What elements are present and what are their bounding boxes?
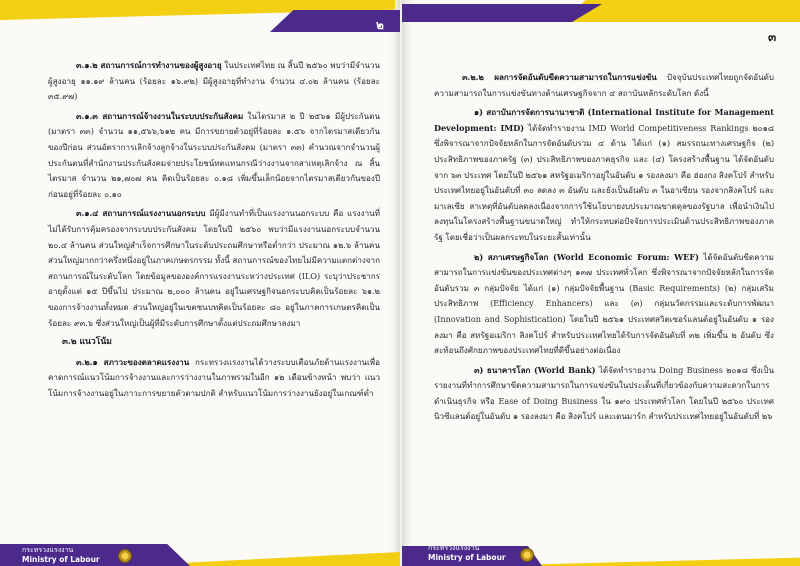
paragraph-imd: [434, 105, 774, 245]
paragraph-text: มีผู้มีงานทำที่เป็นแรงงานนอกระบบ คือ แรงงานที่ไม่ได้รับการคุ้มครองจากระบบประกันสังคม โดยในปี ๒๕๖๐ พบว่ามีแรงงานนอกระบบจำนวน ๒๐.๔ ล้านคน ส่วนใหญ่สำเร็จการศึกษาในระดับประถมศึกษาหรือต่ำกว่า ประมาณ ๑๒.๖ ล้านคน ส่วนใหญ่มากกว่าครึ่งหนึ่งอยู่ในภาคเกษตรกรรม ทั้งนี้ สถานการณ์ของไทยไม่มีความแตกต่างจากสถานการณ์ในระดับโลก โดยข้อมูลขององค์การแรงงานระหว่างประเทศ (ILO) ระบุว่าประชากรอายุตั้งแต่ ๑๕ ปีขึ้นไป ประมาณ ๒,๐๐๐ ล้านคน อยู่ในเศรษฐกิจนอกระบบคิดเป็นร้อยละ ๖๑.๒ ของการจ้างงานทั้งหมด ส่วนใหญ่อยู่ในเขตชนบทคิดเป็นร้อยละ ๘๐ อยู่ในภาคการเกษตรคิดเป็นร้อยละ ๙๓.๖ ซึ่งส่วนใหญ่เป็นผู้ที่มีระดับการศึกษาตั้งแต่ประถมศึกษาลงมา: [48, 208, 380, 328]
paragraph-competitiveness-intro: [434, 70, 774, 101]
page-number: ๒: [376, 18, 384, 32]
ministry-name-english: Ministry of Labour: [22, 555, 100, 564]
paragraph-text: ได้จัดอันดับขีดความสามารถในการแข่งขันของประเทศต่างๆ ๑๓๗ ประเทศทั่วโลก ซึ่งพิจารณาจากปัจจัยหลักในการจัดอันดับรวม ๓ กลุ่มปัจจัย ได้แก่ (๑) กลุ่มปัจจัยพื้นฐาน (Basic Requirements) (๒) กลุ่มเสริมประสิทธิภาพ (Efficiency Enhancers) และ (๓) กลุ่มนวัตกรรมและระดับการพัฒนา (Innovation and Sophistication) โดยในปี ๒๕๖๑ ประเทศสวิตเซอร์แลนด์อยู่ในอันดับ ๑ รองลงมา คือ สหรัฐอเมริกา สิงคโปร์ สำหรับประเทศไทยได้รับการจัดอันดับที่ ๓๒ เพิ่มขึ้น ๒ อันดับ ซึ่งสะท้อนถึงศักยภาพของประเทศไทยที่ดีขึ้นอย่างต่อเนื่อง: [434, 251, 775, 356]
ministry-emblem-icon: [520, 548, 534, 562]
page-number: ๓: [768, 30, 777, 44]
paragraph-world-bank: [434, 363, 774, 425]
ministry-emblem-icon: [118, 549, 132, 563]
right-page: [402, 0, 800, 566]
paragraph-social-security-employment: [48, 109, 380, 203]
left-page-content: [48, 58, 380, 405]
header-band-purple: [402, 4, 602, 22]
ministry-name-thai: กระทรวงแรงงาน: [22, 546, 74, 554]
paragraph-text: ปัจจุบันประเทศไทยถูกจัดอันดับความสามารถในการแข่งขันทางด้านเศรษฐกิจจาก ๔ สถาบันหลักระดับโลก ดังนี้: [434, 72, 774, 98]
paragraph-heading: ๓.๒.๑ สภาวะของตลาดแรงงาน: [76, 356, 190, 367]
ministry-name-english: Ministry of Labour: [428, 553, 506, 562]
paragraph-elderly-work: [48, 58, 380, 105]
ministry-name-thai: กระทรวงแรงงาน: [428, 544, 480, 552]
paragraph-text: ได้จัดทำรายงาน Doing Business ๒๐๑๘ ซึ่งเป็นรายงานที่ทำการศึกษาขีดความสามารถในการแข่งขันในประเด็นที่เกี่ยวข้องกับความสะดวกในการดำเนินธุรกิจ หรือ Ease of Doing Business ใน ๑๙๐ ประเทศทั่วโลก โดยในปี ๒๕๖๐ ประเทศนิวซีแลนด์อยู่ในอันดับ ๑ รองลงมา คือ สิงคโปร์ และเดนมาร์ก สำหรับประเทศไทยอยู่ในอันดับที่ ๒๖: [434, 364, 774, 422]
paragraph-labour-market: [48, 355, 380, 402]
paragraph-heading: ๓.๑.๓ สถานการณ์จ้างงานในระบบประกันสังคม: [76, 110, 244, 121]
ministry-label: [22, 546, 100, 564]
paragraph-text: ได้จัดทำรายงาน IMD World Competitiveness Rankings ๒๐๑๘ ซึ่งพิจารณาจากปัจจัยหลักในการจัดอันดับรวม ๔ ด้าน ได้แก่ (๑) สมรรถนะทางเศรษฐกิจ (๒) ประสิทธิภาพของภาครัฐ (๓) ประสิทธิภาพของภาคธุรกิจ และ (๔) โครงสร้างพื้นฐาน ได้จัดอันดับจาก ๖๓ ประเทศ โดยในปี ๒๕๖๑ สหรัฐอเมริกาอยู่ในอันดับ ๑ รองลงมา คือ ฮ่องกง สิงคโปร์ สำหรับประเทศไทยอยู่ในอันดับที่ ๓๐ ลดลง ๓ อันดับ และยังเป็นอันดับ ๓ ในอาเซียน รองจากสิงคโปร์ และมาเลเซีย สาเหตุที่อันดับลดลงเนื่องจากการใช้นโยบายงบประมาณขาดดุลของรัฐบาล เพื่อนำเงินไปลงทุนในโครงสร้างพื้นฐานขนาดใหญ่ ทำให้กระทบต่อปัจจัยการประเมินด้านประสิทธิภาพของภาครัฐ โดยเชื่อว่าเป็นผลกระทบในระยะสั้นเท่านั้น: [434, 122, 774, 242]
paragraph-heading: ๓.๑.๒ สถานการณ์การทำงานของผู้สูงอายุ: [76, 60, 222, 70]
header-band-yellow: [562, 0, 800, 22]
paragraph-heading: ๑) สถาบันการจัดการนานาชาติ (International Institute for Management Development: IMD): [434, 107, 774, 133]
section-heading-trends: ๓.๒ แนวโน้ม: [62, 337, 112, 348]
paragraph-heading: ๓.๒.๒ ผลการจัดอันดับขีดความสามารถในการแข่งขัน: [462, 72, 657, 82]
paragraph-text: ในไตรมาส ๒ ปี ๒๕๖๑ มีผู้ประกันตน (มาตรา ๓๓) จำนวน ๑๑,๕๖๖,๖๑๒ คน มีการขยายตัวอยู่ที่ร้อยละ ๑.๕๖ จากไตรมาสเดียวกันของปีก่อน ส่วนอัตราการเลิกจ้างลูกจ้างในระบบประกันสังคม (มาตรา ๓๓) คำนวณจากจำนวนผู้ประกันตนที่สำนักงานประกันสังคมจ่ายประโยชน์ทดแทนกรณีว่างงานจากสาเหตุเลิกจ้าง ณ สิ้นไตรมาส จำนวน ๒๑,๗๐๗ คน คิดเป็นร้อยละ ๐.๑๘ เพิ่มขึ้นเล็กน้อยจากไตรมาสเดียวกันของปีก่อนอยู่ที่ร้อยละ ๐.๑๐: [48, 110, 380, 199]
ministry-label: [428, 544, 506, 562]
right-page-content: [434, 70, 774, 429]
paragraph-heading: ๓) ธนาคารโลก (World Bank): [474, 364, 596, 375]
paragraph-heading: ๓.๑.๔ สถานการณ์แรงงานนอกระบบ: [76, 208, 206, 219]
paragraph-heading: ๒) สภาเศรษฐกิจโลก (World Economic Forum: WEF): [474, 251, 699, 262]
paragraph-text: ในประเทศไทย ณ สิ้นปี ๒๕๖๐ พบว่ามีจำนวนผู้สูงอายุ ๑๑.๑๙ ล้านคน (ร้อยละ ๑๖.๙๒) มีผู้สูงอายุที่ทำงาน จำนวน ๔.๐๒ ล้านคน (ร้อยละ ๓๕.๙๗): [48, 60, 381, 102]
paragraph-text: กระทรวงแรงงานได้วางระบบเตือนภัยด้านแรงงานเพื่อคาดการณ์แนวโน้มการจ้างงานและการว่างงานในภาพรวมในอีก ๑๒ เดือนข้างหน้า พบว่า แนวโน้มการจ้างงานอยู่ในภาวะการขยายตัวตามปกติ สำหรับแนวโน้มการว่างงานยังอยู่ในเกณฑ์ต่ำ: [48, 356, 380, 398]
paragraph-informal-labour: [48, 206, 380, 331]
paragraph-wef: [434, 250, 774, 359]
